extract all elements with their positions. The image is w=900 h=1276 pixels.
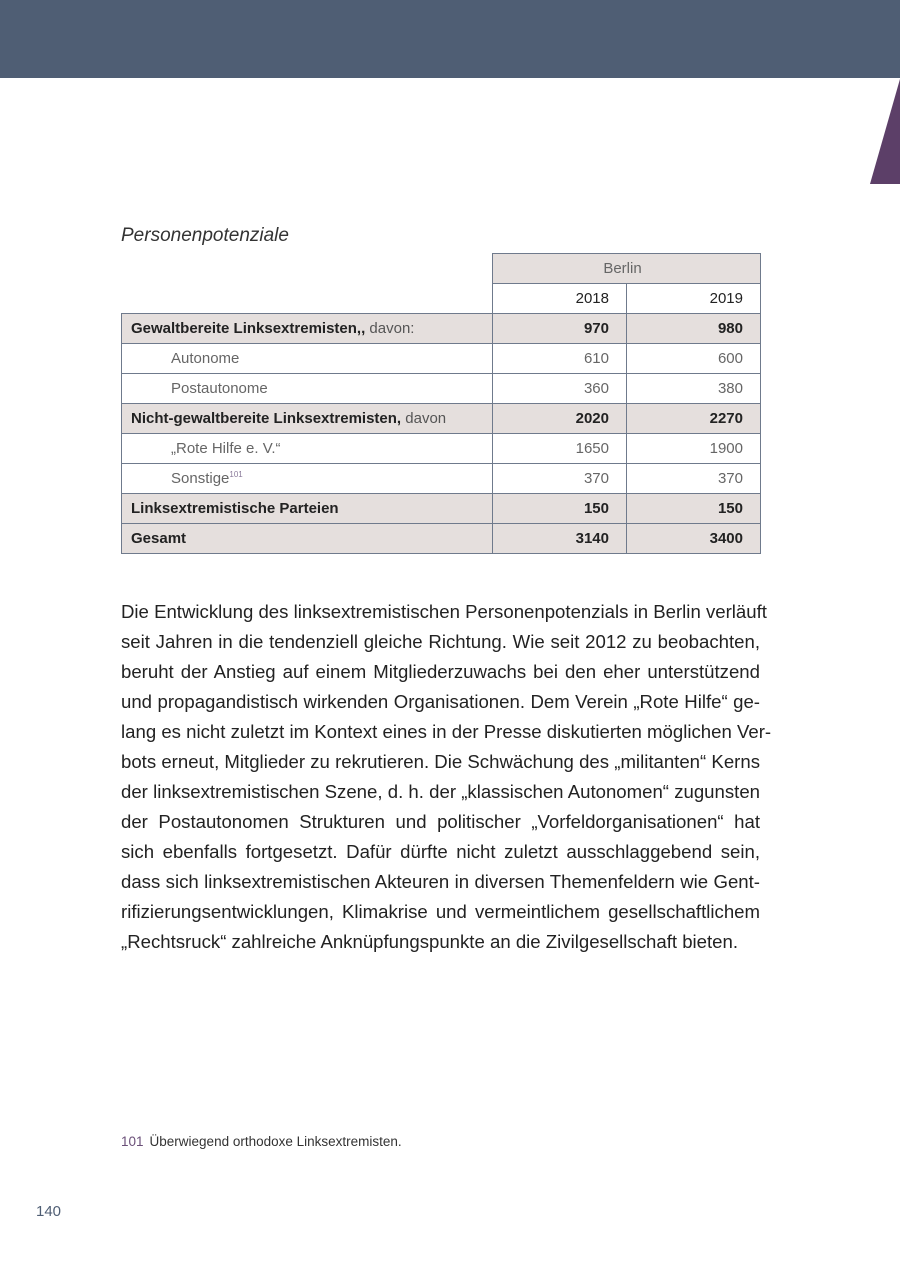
accent-wedge <box>870 79 900 184</box>
table-row <box>122 404 761 434</box>
row-label-text: Gesamt <box>131 530 187 547</box>
header-bar <box>0 0 900 78</box>
value-2018: 970 <box>493 314 627 344</box>
text-line: dass sich linksextremistischen Akteuren in diversen Themenfeldern wie Gent- <box>121 871 760 892</box>
row-label <box>122 494 493 524</box>
group-header-berlin: Berlin <box>493 254 761 284</box>
row-label <box>122 374 493 404</box>
value-2018: 370 <box>493 464 627 494</box>
value-2018: 3140 <box>493 524 627 554</box>
value-2018: 610 <box>493 344 627 374</box>
row-label-text: Linksextremistische Parteien <box>131 500 339 517</box>
text-line: der linksextremistischen Szene, d. h. der „klassischen Autonomen“ zugunsten <box>121 781 760 802</box>
table-row <box>122 344 761 374</box>
row-label-suffix: davon: <box>365 320 415 337</box>
table-row <box>122 374 761 404</box>
row-label-text: Sonstige <box>171 470 230 487</box>
page-number: 140 <box>36 1203 62 1220</box>
row-label-text: Postautonome <box>171 380 268 397</box>
value-2018: 1650 <box>493 434 627 464</box>
row-label-text: Autonome <box>171 350 240 367</box>
value-2019: 980 <box>627 314 761 344</box>
row-label-text: „Rote Hilfe e. V.“ <box>171 440 281 457</box>
table-caption: Personenpotenziale <box>121 225 289 246</box>
value-2019: 2270 <box>627 404 761 434</box>
year-header: 2018 <box>493 284 627 314</box>
row-label-text: Nicht-gewaltbereite Linksextremisten, <box>131 410 402 427</box>
text-line: sich ebenfalls fortgesetzt. Dafür dürfte nicht zuletzt ausschlaggebend sein, <box>121 841 760 862</box>
footnote-number: 101 <box>121 1134 144 1149</box>
table-row <box>122 494 761 524</box>
text-line: bots erneut, Mitglieder zu rekrutieren. Die Schwächung des „militanten“ Kerns <box>121 751 760 772</box>
value-2018: 150 <box>493 494 627 524</box>
text-line: „Rechtsruck“ zahlreiche Anknüpfungspunkte an die Zivilgesellschaft bieten. <box>121 931 739 952</box>
row-label <box>122 314 493 344</box>
row-label <box>122 524 493 554</box>
footnote-text: Überwiegend orthodoxe Linksextremisten. <box>149 1134 402 1149</box>
value-2019: 3400 <box>627 524 761 554</box>
value-2019: 380 <box>627 374 761 404</box>
value-2019: 370 <box>627 464 761 494</box>
table-row <box>122 314 761 344</box>
text-line: seit Jahren in die tendenziell gleiche Richtung. Wie seit 2012 zu beobachten, <box>121 631 760 652</box>
row-label-text: Gewaltbereite Linksextremisten,, <box>131 320 366 337</box>
text-line: beruht der Anstieg auf einem Mitgliederzuwachs bei den eher unterstützend <box>121 661 760 682</box>
row-label <box>122 404 493 434</box>
row-label <box>122 344 493 374</box>
value-2018: 2020 <box>493 404 627 434</box>
value-2018: 360 <box>493 374 627 404</box>
value-2019: 150 <box>627 494 761 524</box>
text-line: rifizierungsentwicklungen, Klimakrise und vermeintlichem gesellschaftlichem <box>121 901 760 922</box>
row-label <box>122 434 493 464</box>
footnote-ref: 101 <box>229 470 243 479</box>
personenpotenziale-table <box>121 253 761 554</box>
year-header: 2019 <box>627 284 761 314</box>
table-row <box>122 434 761 464</box>
table-row <box>122 464 761 494</box>
row-label-suffix: davon <box>401 410 447 427</box>
table-row <box>122 524 761 554</box>
value-2019: 1900 <box>627 434 761 464</box>
body-paragraph <box>121 597 772 957</box>
text-line: und propagandistisch wirkenden Organisationen. Dem Verein „Rote Hilfe“ ge- <box>121 691 760 712</box>
text-line: Die Entwicklung des linksextremistischen Personenpotenzials in Berlin verläuft <box>121 601 767 622</box>
text-line: der Postautonomen Strukturen und politischer „Vorfeldorganisationen“ hat <box>121 811 760 832</box>
text-line: lang es nicht zuletzt im Kontext eines in der Presse diskutierten möglichen Ver- <box>121 721 772 742</box>
row-label <box>122 464 493 494</box>
footnote <box>121 1134 402 1149</box>
value-2019: 600 <box>627 344 761 374</box>
